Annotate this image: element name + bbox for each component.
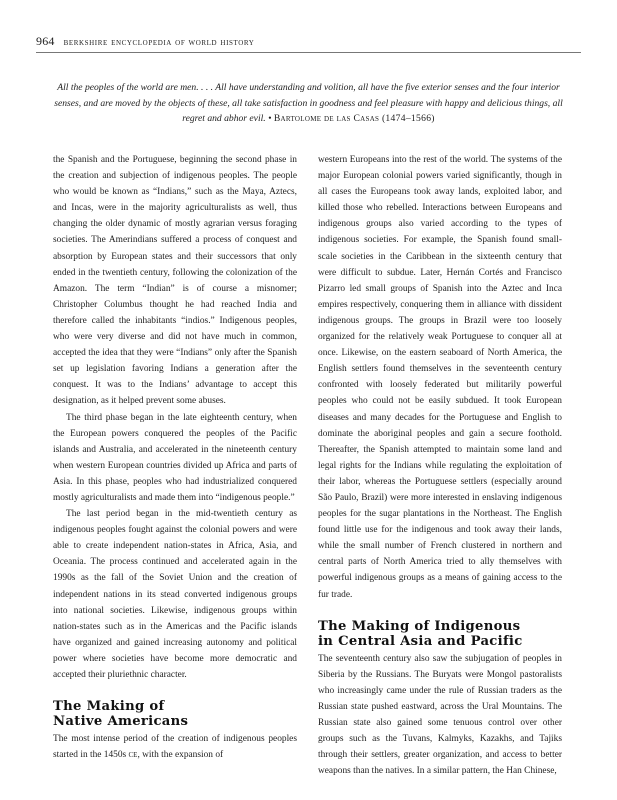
epigraph-attribution: Bartolome de las Casas (1474–1566) xyxy=(273,113,435,124)
epigraph-bullet: • xyxy=(268,113,272,124)
p4-end: , with the expansion of xyxy=(137,750,224,761)
left-paragraph-2: The third phase began in the late eighteenth century, when the European powers conquered the peoples of the Pacific islands and Australia, and accelerated in the nineteenth century when western European countries divided up Africa and parts of Asia. In this phase, peoples who had industrialized conquered mostly agriculturalists and made them into “indigenous people.” xyxy=(53,412,297,503)
book-title: berkshire encyclopedia of world history xyxy=(63,37,255,48)
section-heading-central-asia-pacific xyxy=(318,619,562,649)
section-heading-native-americans xyxy=(53,699,297,729)
running-head xyxy=(36,34,254,49)
right-paragraph-1: western Europeans into the rest of the world. The systems of the major European colonial powers varied significantly, though in all cases the Europeans took away lands, exploited labor, and killed those who rebelled. Interactions between Europeans and indigenous groups also varied according to the types of indigenous societies. For example, the Spanish found small-scale societies in the Caribbean in the sixteenth century that were difficult to subdue. Later, Hernán Cortés and Francisco Pizarro led small groups of Spanish into the Aztec and Inca empires respectively, conquering them in alliance with dissident indigenous groups. The groups in Brazil were too loosely organized for the relatively weak Portuguese to conquer all at once. Likewise, on the eastern seaboard of North America, the English settlers found themselves in the seventeenth century confronted with loosely federated but militarily powerful peoples who could not be easily subdued. It took European diseases and many decades for the Portuguese and English to dominate the aboriginal peoples and gain a secure foothold. Thereafter, the Spanish attempted to maintain some land and legal rights for the Indians while regulating the exploitation of their labor, whereas the Portuguese settlers (especially around São Paulo, Brazil) were more interested in enslaving indigenous peoples for the sugar plantations in the Northeast. The English found little use for the indigenous and took away their lands, while the small number of French clustered in northern and central parts of North America tried to ally themselves with powerful indigenous groups as a means of gaining access to the fur trade. xyxy=(318,155,562,600)
page-number: 964 xyxy=(36,34,55,48)
epigraph-quote: All the peoples of the world are men. . . . All have understanding and volition, all have the five exterior senses and the four interior senses, and are moved by the objects of these, all take satisfaction in goodness and feel pleasure with happy and delicious things, all regret and abhor evil. xyxy=(54,82,563,124)
left-paragraph-3: The last period began in the mid-twentieth century as indigenous peoples fought against the colonial powers and were able to create independent nation-states in Africa, Asia, and Oceania. The process continued and accelerated again in the 1990s as the fall of the Soviet Union and the creation of independent nations in its stead converted indigenous groups into national societies. Likewise, indigenous groups within nation-states such as in the Americas and the Pacific islands have organized and gained increasing autonomy and political power where societies have become more democratic and accepted their pluriethnic character. xyxy=(53,509,297,680)
right-paragraph-2: The seventeenth century also saw the subjugation of peoples in Siberia by the Russians. The Buryats were Mongol pastoralists who increasingly came under the rule of Russian traders as the Russian state pushed eastward, across the Ural Mountains. The Russian state also gained some tenuous control over other groups such as the Tuvans, Kalmyks, Kazakhs, and Tajiks through their settlers, greater organization, and access to better weapons than the natives. In a similar pattern, the Han Chinese, xyxy=(318,653,562,777)
left-paragraph-1: the Spanish and the Portuguese, beginning the second phase in the creation and subjection of indigenous peoples. The people who would be known as “Indians,” such as the Maya, Aztecs, and Incas, were in the majority agriculturalists as well, thus changing the older dynamic of mostly agrarian versus foraging societies. The Amerindians suffered a process of conquest and absorption by European states and their successors that only ended in the twentieth century, following the colonization of the Amazon. The term “Indian” is of course a misnomer; Christopher Columbus thought he had reached India and therefore called the inhabitants “indios.” Indigenous peoples, who were very diverse and did not have much in common, accepted the idea that they were “Indians” only after the Spanish set up legislation favoring Indians a generation after the conquest. It was to the Indians’ advantage to accept this designation, as it helped prevent some abuses. xyxy=(53,155,297,407)
heading-line-2: Native Americans xyxy=(53,714,189,730)
era-abbrev: ce xyxy=(128,750,138,761)
p4-start: The most intense period of the creation of indigenous peoples started in the 1450s xyxy=(53,734,297,761)
left-paragraph-4 xyxy=(53,731,297,763)
left-column xyxy=(53,152,297,763)
heading-line-1: The Making of Indigenous xyxy=(318,618,521,634)
epigraph xyxy=(46,80,571,127)
right-column xyxy=(318,152,562,779)
header-rule xyxy=(36,52,581,53)
heading-line-2: in Central Asia and Pacific xyxy=(318,633,523,649)
heading-line-1: The Making of xyxy=(53,699,165,715)
